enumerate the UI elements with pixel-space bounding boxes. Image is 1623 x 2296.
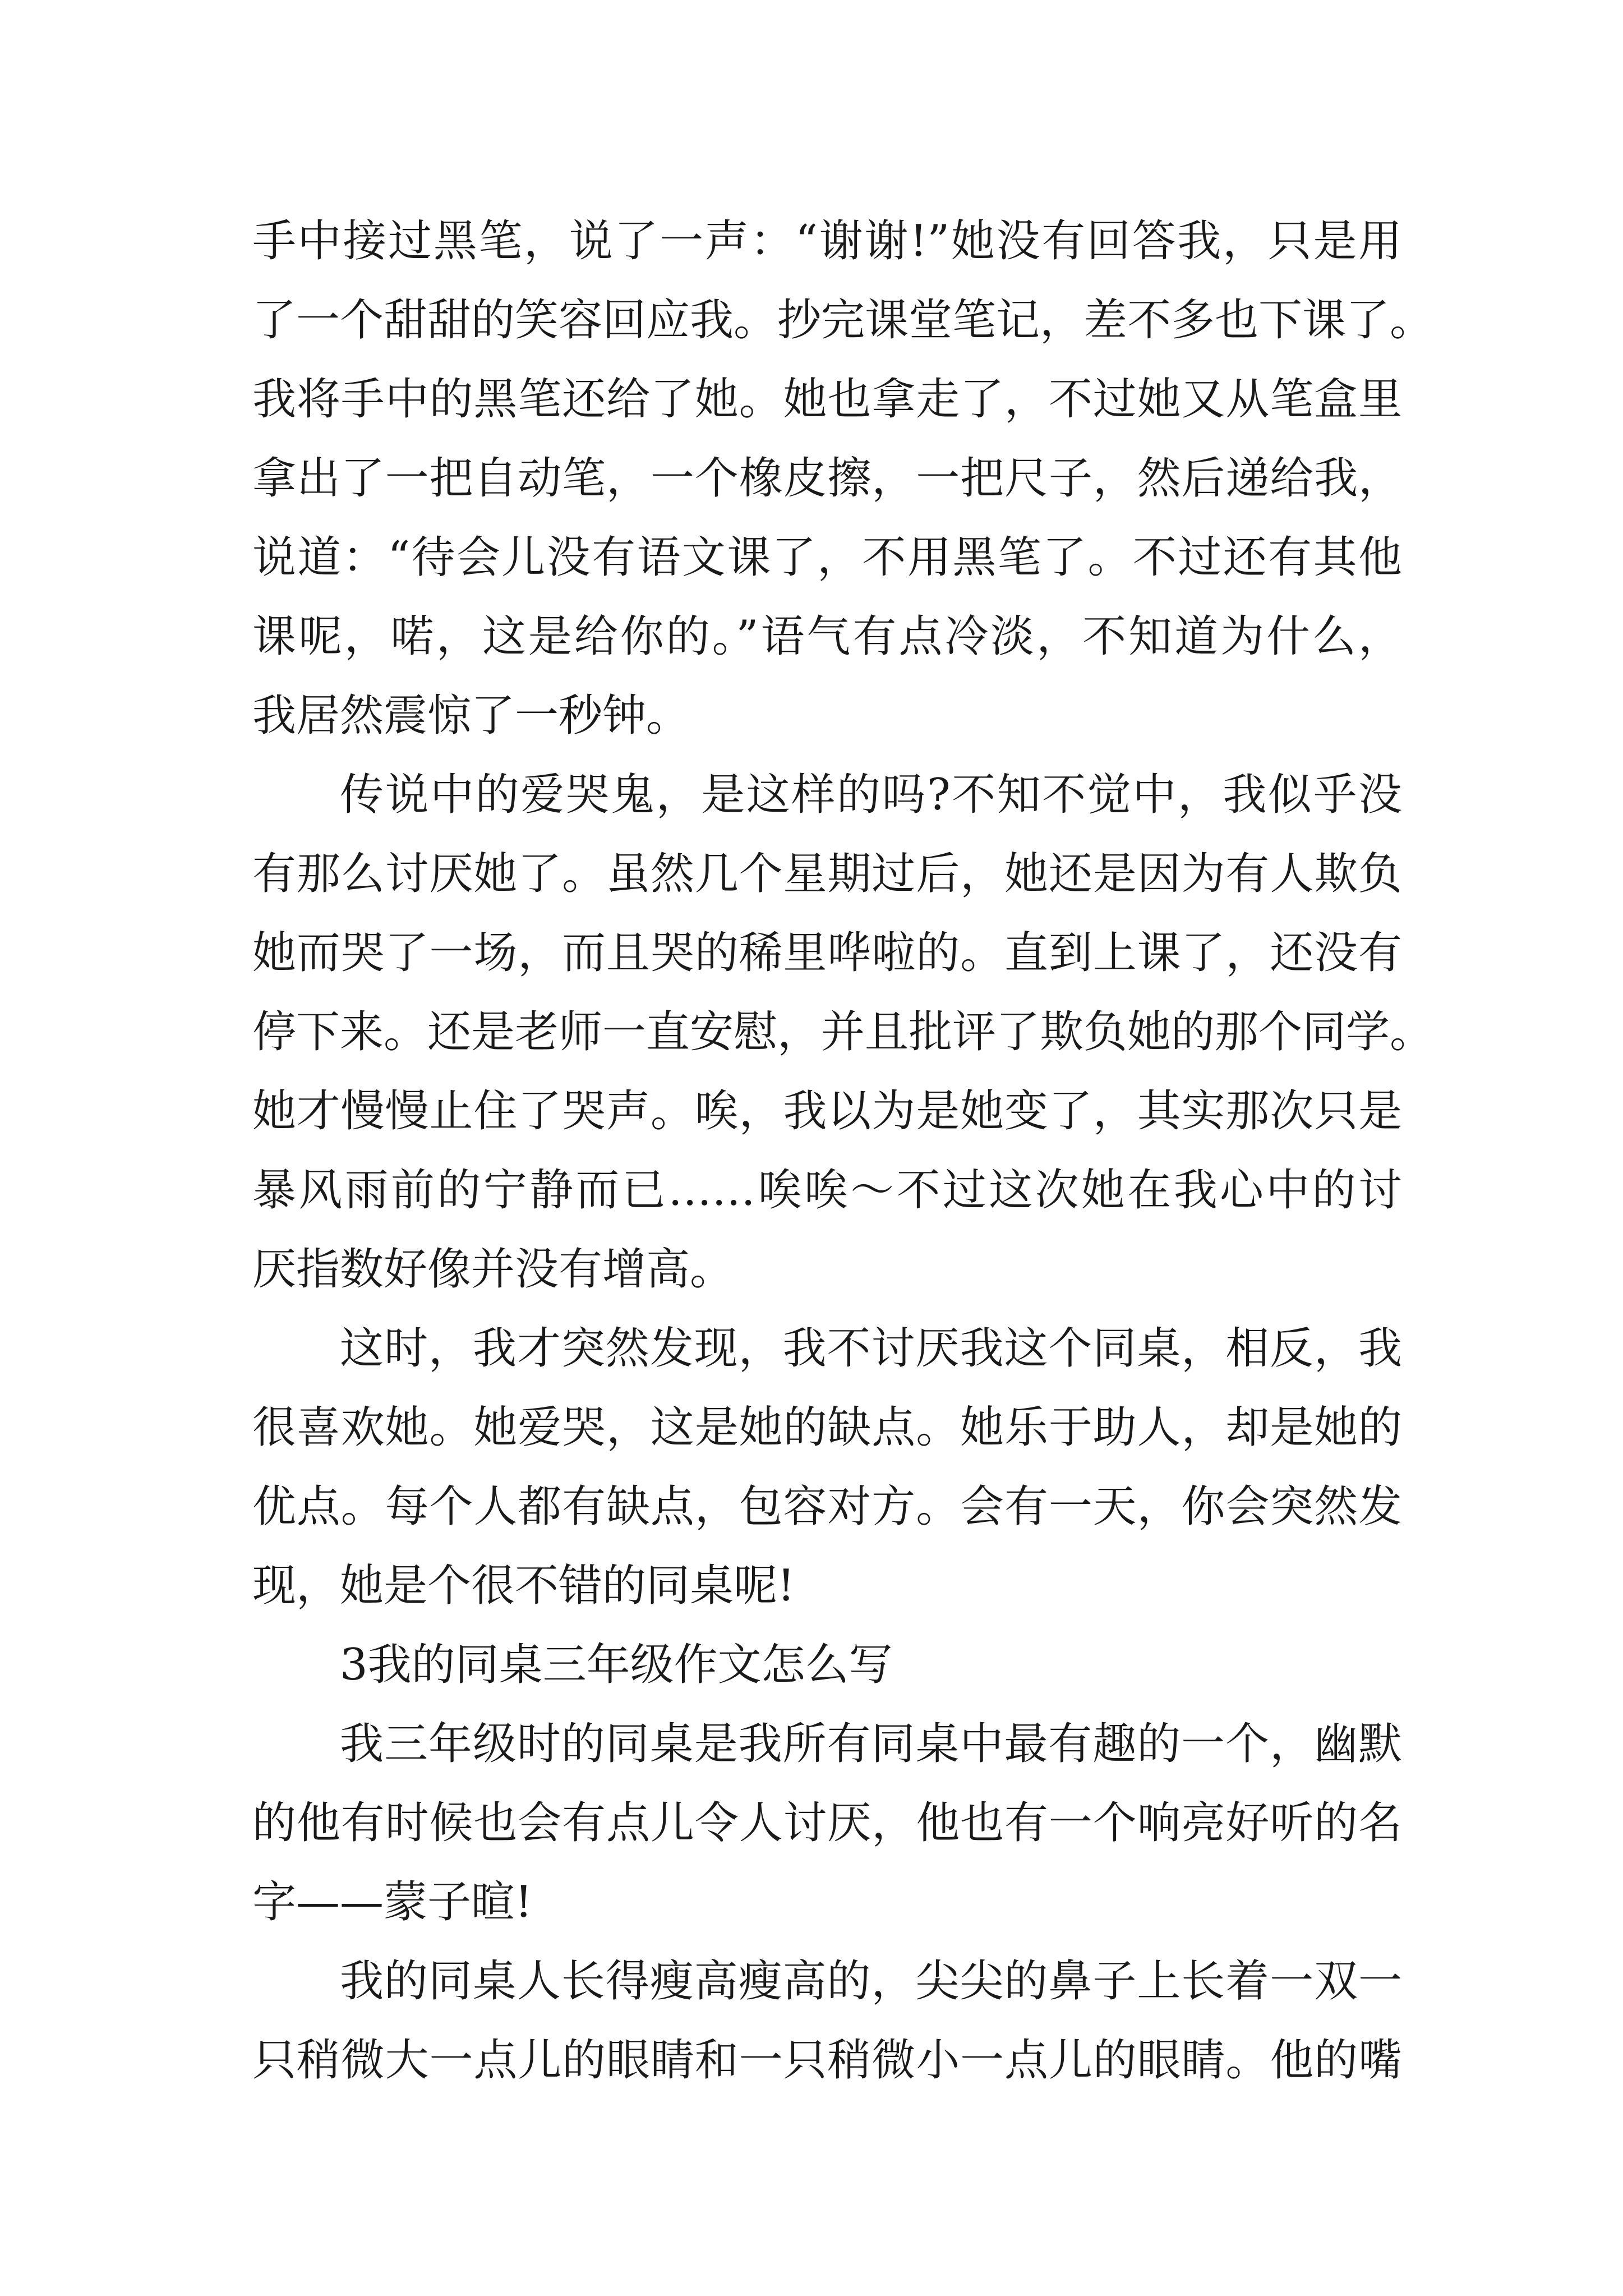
paragraph-1 (252, 202, 1434, 756)
text-line: 字——蒙子暄! (252, 1877, 533, 1927)
paragraph-5 (252, 1942, 1402, 2100)
text-line: 我三年级时的同桌是我所有同桌中最有趣的一个，幽默 (340, 1719, 1402, 1769)
paragraph-4 (252, 1705, 1402, 1942)
text-line: 优点。每个人都有缺点，包容对方。会有一天，你会突然发 (252, 1481, 1402, 1532)
text-line: 说道：“待会儿没有语文课了，不用黑笔了。不过还有其他 (252, 532, 1402, 583)
text-line: 她才慢慢止住了哭声。唉，我以为是她变了，其实那次只是 (252, 1086, 1402, 1137)
text-line: 厌指数好像并没有增高。 (252, 1244, 734, 1295)
text-line: 停下来。还是老师一直安慰，并且批评了欺负她的那个同学。 (252, 1007, 1434, 1057)
text-line: 她而哭了一场，而且哭的稀里哗啦的。直到上课了，还没有 (252, 928, 1402, 978)
text-line: 我居然震惊了一秒钟。 (252, 691, 690, 741)
text-line: 课呢，喏，这是给你的。”语气有点冷淡，不知道为什么， (252, 611, 1402, 662)
text-line: 有那么讨厌她了。虽然几个星期过后，她还是因为有人欺负 (252, 849, 1402, 899)
text-line: 了一个甜甜的笑容回应我。抄完课堂笔记，差不多也下课了。 (252, 295, 1434, 346)
text-line: 这时，我才突然发现，我不讨厌我这个同桌，相反，我 (340, 1323, 1402, 1374)
text-line: 暴风雨前的宁静而已……唉唉～不过这次她在我心中的讨 (252, 1165, 1402, 1216)
text-line: 手中接过黑笔，说了一声：“谢谢!”她没有回答我，只是用 (252, 216, 1402, 266)
body-text (252, 202, 1434, 2100)
text-line: 的他有时候也会有点儿令人讨厌，他也有一个响亮好听的名 (252, 1798, 1402, 1848)
section-heading (252, 1626, 1402, 1705)
text-line: 拿出了一把自动笔，一个橡皮擦，一把尺子，然后递给我， (252, 453, 1402, 504)
text-line: 我将手中的黑笔还给了她。她也拿走了，不过她又从笔盒里 (252, 374, 1402, 425)
text-line: 我的同桌人长得瘦高瘦高的，尖尖的鼻子上长着一双一 (340, 1956, 1402, 2007)
text-line: 现，她是个很不错的同桌呢! (252, 1561, 795, 1611)
paragraph-2 (252, 756, 1434, 1309)
text-line: 传说中的爱哭鬼，是这样的吗?不知不觉中，我似乎没 (340, 770, 1402, 820)
text-line: 很喜欢她。她爱哭，这是她的缺点。她乐于助人，却是她的 (252, 1402, 1402, 1453)
text-line: 只稍微大一点儿的眼睛和一只稍微小一点儿的眼睛。他的嘴 (252, 2035, 1402, 2086)
heading-line: 3我的同桌三年级作文怎么写 (340, 1640, 893, 1690)
paragraph-3 (252, 1309, 1402, 1626)
